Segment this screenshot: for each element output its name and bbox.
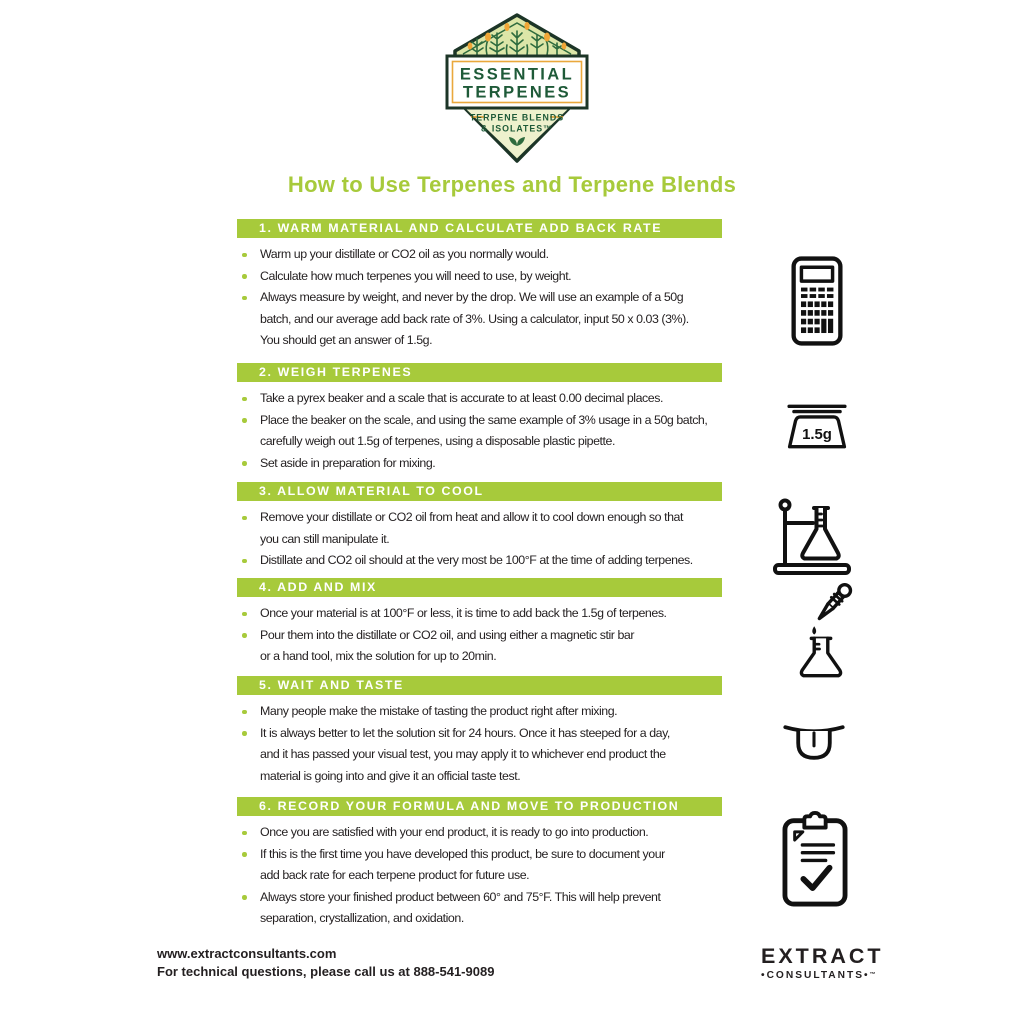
bullet-item bbox=[237, 410, 747, 453]
logo-tagline-line1: TERPENE BLENDS bbox=[469, 112, 565, 123]
bullet-line: Distillate and CO2 oil should at the very most be 100°F at the time of adding terpenes. bbox=[260, 553, 693, 567]
bullet-line: material is going into and give it an official taste test. bbox=[260, 768, 521, 783]
step-bullets bbox=[237, 388, 747, 474]
scale-icon bbox=[786, 402, 848, 452]
step-header: 4. ADD AND MIX bbox=[237, 578, 722, 597]
bullet-item bbox=[237, 453, 747, 475]
bullet-line: Remove your distillate or CO2 oil from heat and allow it to cool down enough so that bbox=[260, 510, 683, 524]
bullet-line: Many people make the mistake of tasting the product right after mixing. bbox=[260, 704, 618, 718]
bullet-item bbox=[237, 388, 747, 410]
bullet-line: and it has passed your visual test, you may apply it to whichever end product the bbox=[260, 747, 666, 761]
bullet-line: batch, and our average add back rate of 3%. Using a calculator, input 50 x 0.03 (3%). bbox=[260, 311, 689, 326]
bullet-line: Take a pyrex beaker and a scale that is accurate to at least 0.00 decimal places. bbox=[260, 391, 663, 405]
bullet-item bbox=[237, 625, 747, 668]
bullet-line: you can still manipulate it. bbox=[260, 531, 390, 546]
bullet-item bbox=[237, 822, 747, 844]
step-section bbox=[237, 482, 747, 572]
bullet-item bbox=[237, 603, 747, 625]
bullet-item bbox=[237, 844, 747, 887]
bullet-line: separation, crystallization, and oxidation. bbox=[260, 911, 464, 925]
clipboard-icon bbox=[781, 812, 849, 907]
scale-readout: 1.5g bbox=[802, 427, 832, 444]
bullet-line: carefully weigh out 1.5g of terpenes, using a disposable plastic pipette. bbox=[260, 434, 615, 448]
hexagon-badge-icon bbox=[452, 13, 582, 163]
essential-terpenes-logo bbox=[452, 13, 582, 163]
step-header: 1. WARM MATERIAL AND CALCULATE ADD BACK RATE bbox=[237, 219, 722, 238]
step-section bbox=[237, 219, 747, 352]
bullet-item bbox=[237, 701, 747, 723]
bullet-item bbox=[237, 287, 747, 352]
calculator-icon bbox=[791, 256, 843, 346]
step-section bbox=[237, 797, 747, 930]
bullet-line: Pour them into the distillate or CO2 oil, and using either a magnetic stir bar bbox=[260, 627, 634, 642]
bullet-line: Always store your finished product between 60° and 75°F. This will help prevent bbox=[260, 889, 661, 904]
bullet-line: Calculate how much terpenes you will need to use, by weight. bbox=[260, 268, 572, 283]
bullet-line: add back rate for each terpene product for future use. bbox=[260, 868, 530, 882]
page-title: How to Use Terpenes and Terpene Blends bbox=[287, 172, 737, 197]
logo-tagline-line2: & ISOLATES™ bbox=[481, 123, 553, 134]
step-bullets bbox=[237, 507, 747, 572]
step-header: 2. WEIGH TERPENES bbox=[237, 363, 722, 382]
bullet-item bbox=[237, 550, 747, 572]
brand-name: EXTRACT bbox=[761, 944, 884, 968]
dropper-flask-icon bbox=[789, 588, 853, 681]
step-header: 6. RECORD YOUR FORMULA AND MOVE TO PRODUCTION bbox=[237, 797, 722, 816]
bullet-item bbox=[237, 244, 747, 266]
step-bullets bbox=[237, 701, 747, 787]
bullet-line: If this is the first time you have developed this product, be sure to document your bbox=[260, 846, 665, 861]
step-header: 3. ALLOW MATERIAL TO COOL bbox=[237, 482, 722, 501]
bullet-item bbox=[237, 887, 747, 930]
bullet-item bbox=[237, 723, 747, 788]
step-bullets bbox=[237, 244, 747, 352]
bullet-line: Once you are satisfied with your end product, it is ready to go into production. bbox=[260, 825, 649, 839]
extract-consultants-logo bbox=[761, 944, 884, 981]
bullet-line: It is always better to let the solution sit for 24 hours. Once it has steeped for a day, bbox=[260, 725, 670, 740]
logo-name-line2: TERPENES bbox=[462, 83, 572, 102]
trademark-symbol: ™ bbox=[869, 972, 876, 978]
step-header: 5. WAIT AND TASTE bbox=[237, 676, 722, 695]
step-section bbox=[237, 578, 747, 668]
bullet-line: Place the beaker on the scale, and using the same example of 3% usage in a 50g batch, bbox=[260, 412, 708, 427]
bullet-item bbox=[237, 507, 747, 550]
website-url: www.extractconsultants.com bbox=[157, 946, 337, 961]
logo-name-line1: ESSENTIAL bbox=[459, 65, 575, 84]
bullet-line: or a hand tool, mix the solution for up to 20min. bbox=[260, 649, 497, 663]
support-phone-line: For technical questions, please call us at 888-541-9089 bbox=[157, 964, 495, 979]
step-bullets bbox=[237, 603, 747, 668]
brand-subname: •CONSULTANTS•™ bbox=[761, 970, 876, 981]
step-bullets bbox=[237, 822, 747, 930]
bullet-line: Set aside in preparation for mixing. bbox=[260, 455, 436, 470]
bullet-line: Once your material is at 100°F or less, it is time to add back the 1.5g of terpenes. bbox=[260, 606, 667, 620]
step-section bbox=[237, 363, 747, 474]
bullet-line: Always measure by weight, and never by the drop. We will use an example of a 50g bbox=[260, 290, 684, 304]
bullet-line: Warm up your distillate or CO2 oil as you normally would. bbox=[260, 247, 549, 261]
bullet-line: You should get an answer of 1.5g. bbox=[260, 333, 433, 347]
bullet-item bbox=[237, 266, 747, 288]
flask-stand-icon bbox=[772, 496, 852, 576]
step-section bbox=[237, 676, 747, 787]
tongue-icon bbox=[783, 720, 845, 764]
